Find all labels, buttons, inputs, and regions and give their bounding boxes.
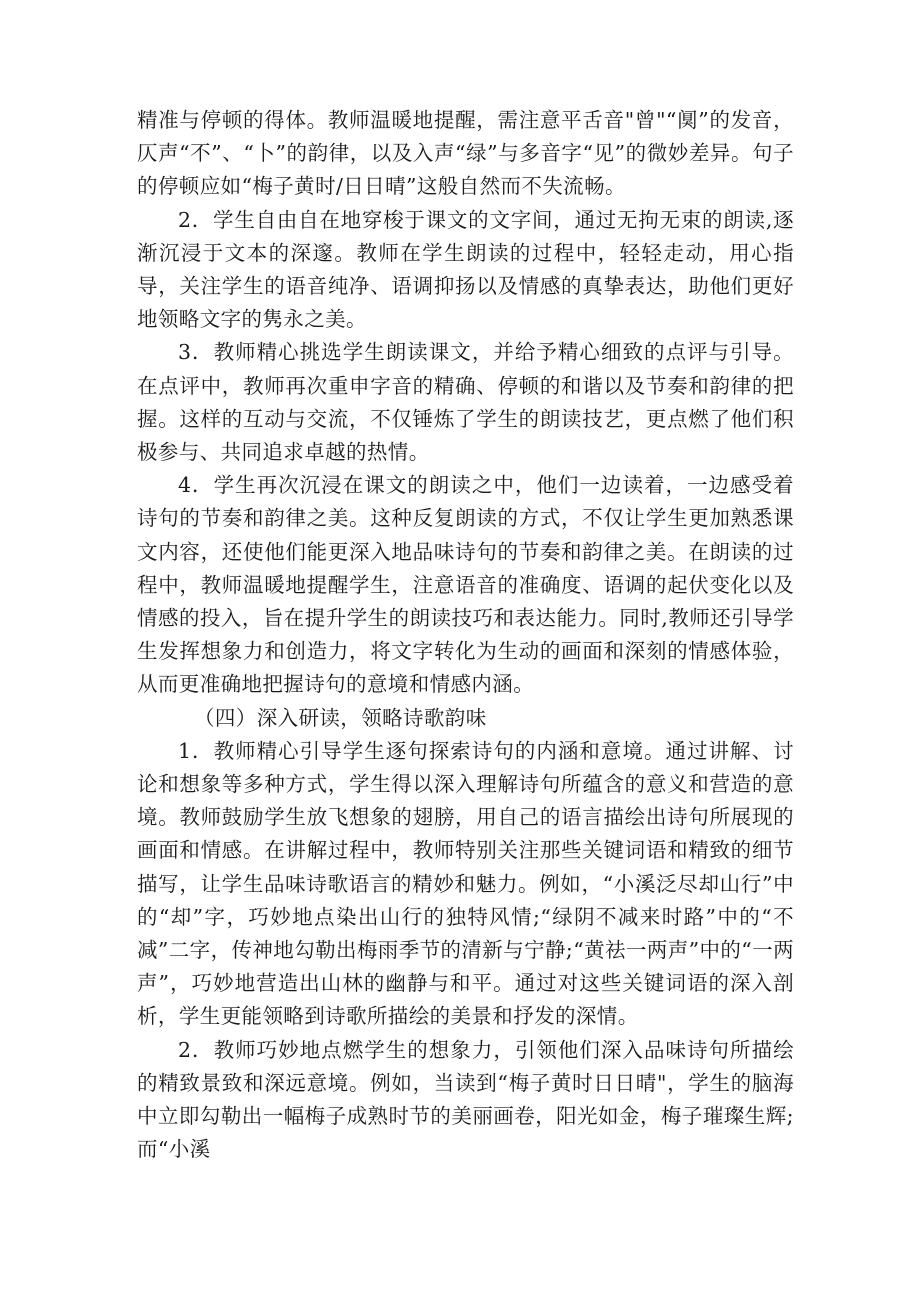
paragraph-item-2: 2．学生自由自在地穿梭于课文的文字间，通过无拘无束的朗读,逐渐沉浸于文本的深邃。教师在学生朗读的过程中，轻轻走动，用心指导，关注学生的语音纯净、语调抑扬以及情感的真挚表达，助他们更好地领略文字的隽永之美。 — [137, 207, 794, 332]
paragraph-item-2-section4: 2．教师巧妙地点燃学生的想象力，引领他们深入品味诗句所描绘的精致景致和深远意境。例如，当读到“梅子黄时日日晴"，学生的脑海中立即勾勒出一幅梅子成熟时节的美丽画卷，阳光如金，梅子璀璨生辉;而“小溪 — [137, 1037, 794, 1162]
paragraph-item-4: 4．学生再次沉浸在课文的朗读之中，他们一边读着，一边感受着诗句的节奏和韵律之美。这种反复朗读的方式，不仅让学生更加熟悉课文内容，还使他们能更深入地品味诗句的节奏和韵律之美。在朗读的过程中，教师温暖地提醒学生，注意语音的准确度、语调的起伏变化以及情感的投入，旨在提升学生的朗读技巧和表达能力。同时,教师还引导学生发挥想象力和创造力，将文字转化为生动的画面和深刻的情感体验，从而更准确地把握诗句的意境和情感内涵。 — [137, 473, 794, 697]
paragraph-item-3: 3．教师精心挑选学生朗读课文，并给予精心细致的点评与引导。在点评中，教师再次重申字音的精确、停顿的和谐以及节奏和韵律的把握。这样的互动与交流，不仅锤炼了学生的朗读技艺，更点燃了他们积极参与、共同追求卓越的热情。 — [137, 340, 794, 465]
paragraph-item-1-section4: 1．教师精心引导学生逐句探索诗句的内涵和意境。通过讲解、讨论和想象等多种方式，学生得以深入理解诗句所蕴含的意义和营造的意境。教师鼓励学生放飞想象的翅膀，用自己的语言描绘出诗句所展现的画面和情感。在讲解过程中，教师特别关注那些关键词语和精致的细节描写，让学生品味诗歌语言的精妙和魅力。例如，“小溪泛尽却山行”中的“却”字，巧妙地点染出山行的独特风情;“绿阴不减来时路”中的“不减”二字，传神地勾勒出梅雨季节的清新与宁静;“黄祛一两声”中的“一两声”，巧妙地营造出山林的幽静与和平。通过对这些关键词语的深入剖析，学生更能领略到诗歌所描绘的美景和抒发的深情。 — [137, 738, 794, 1029]
paragraph-continuation: 精准与停顿的得体。教师温暖地提醒，需注意平舌音"曾"“阒”的发音，仄声“不”、“卜”的韵律，以及入声“绿”与多音字“见”的微妙差异。句子的停顿应如“梅子黄时/日日晴”这般自然而不失流畅。 — [137, 108, 794, 199]
section-heading: （四）深入研读，领略诗歌韵味 — [194, 705, 487, 730]
